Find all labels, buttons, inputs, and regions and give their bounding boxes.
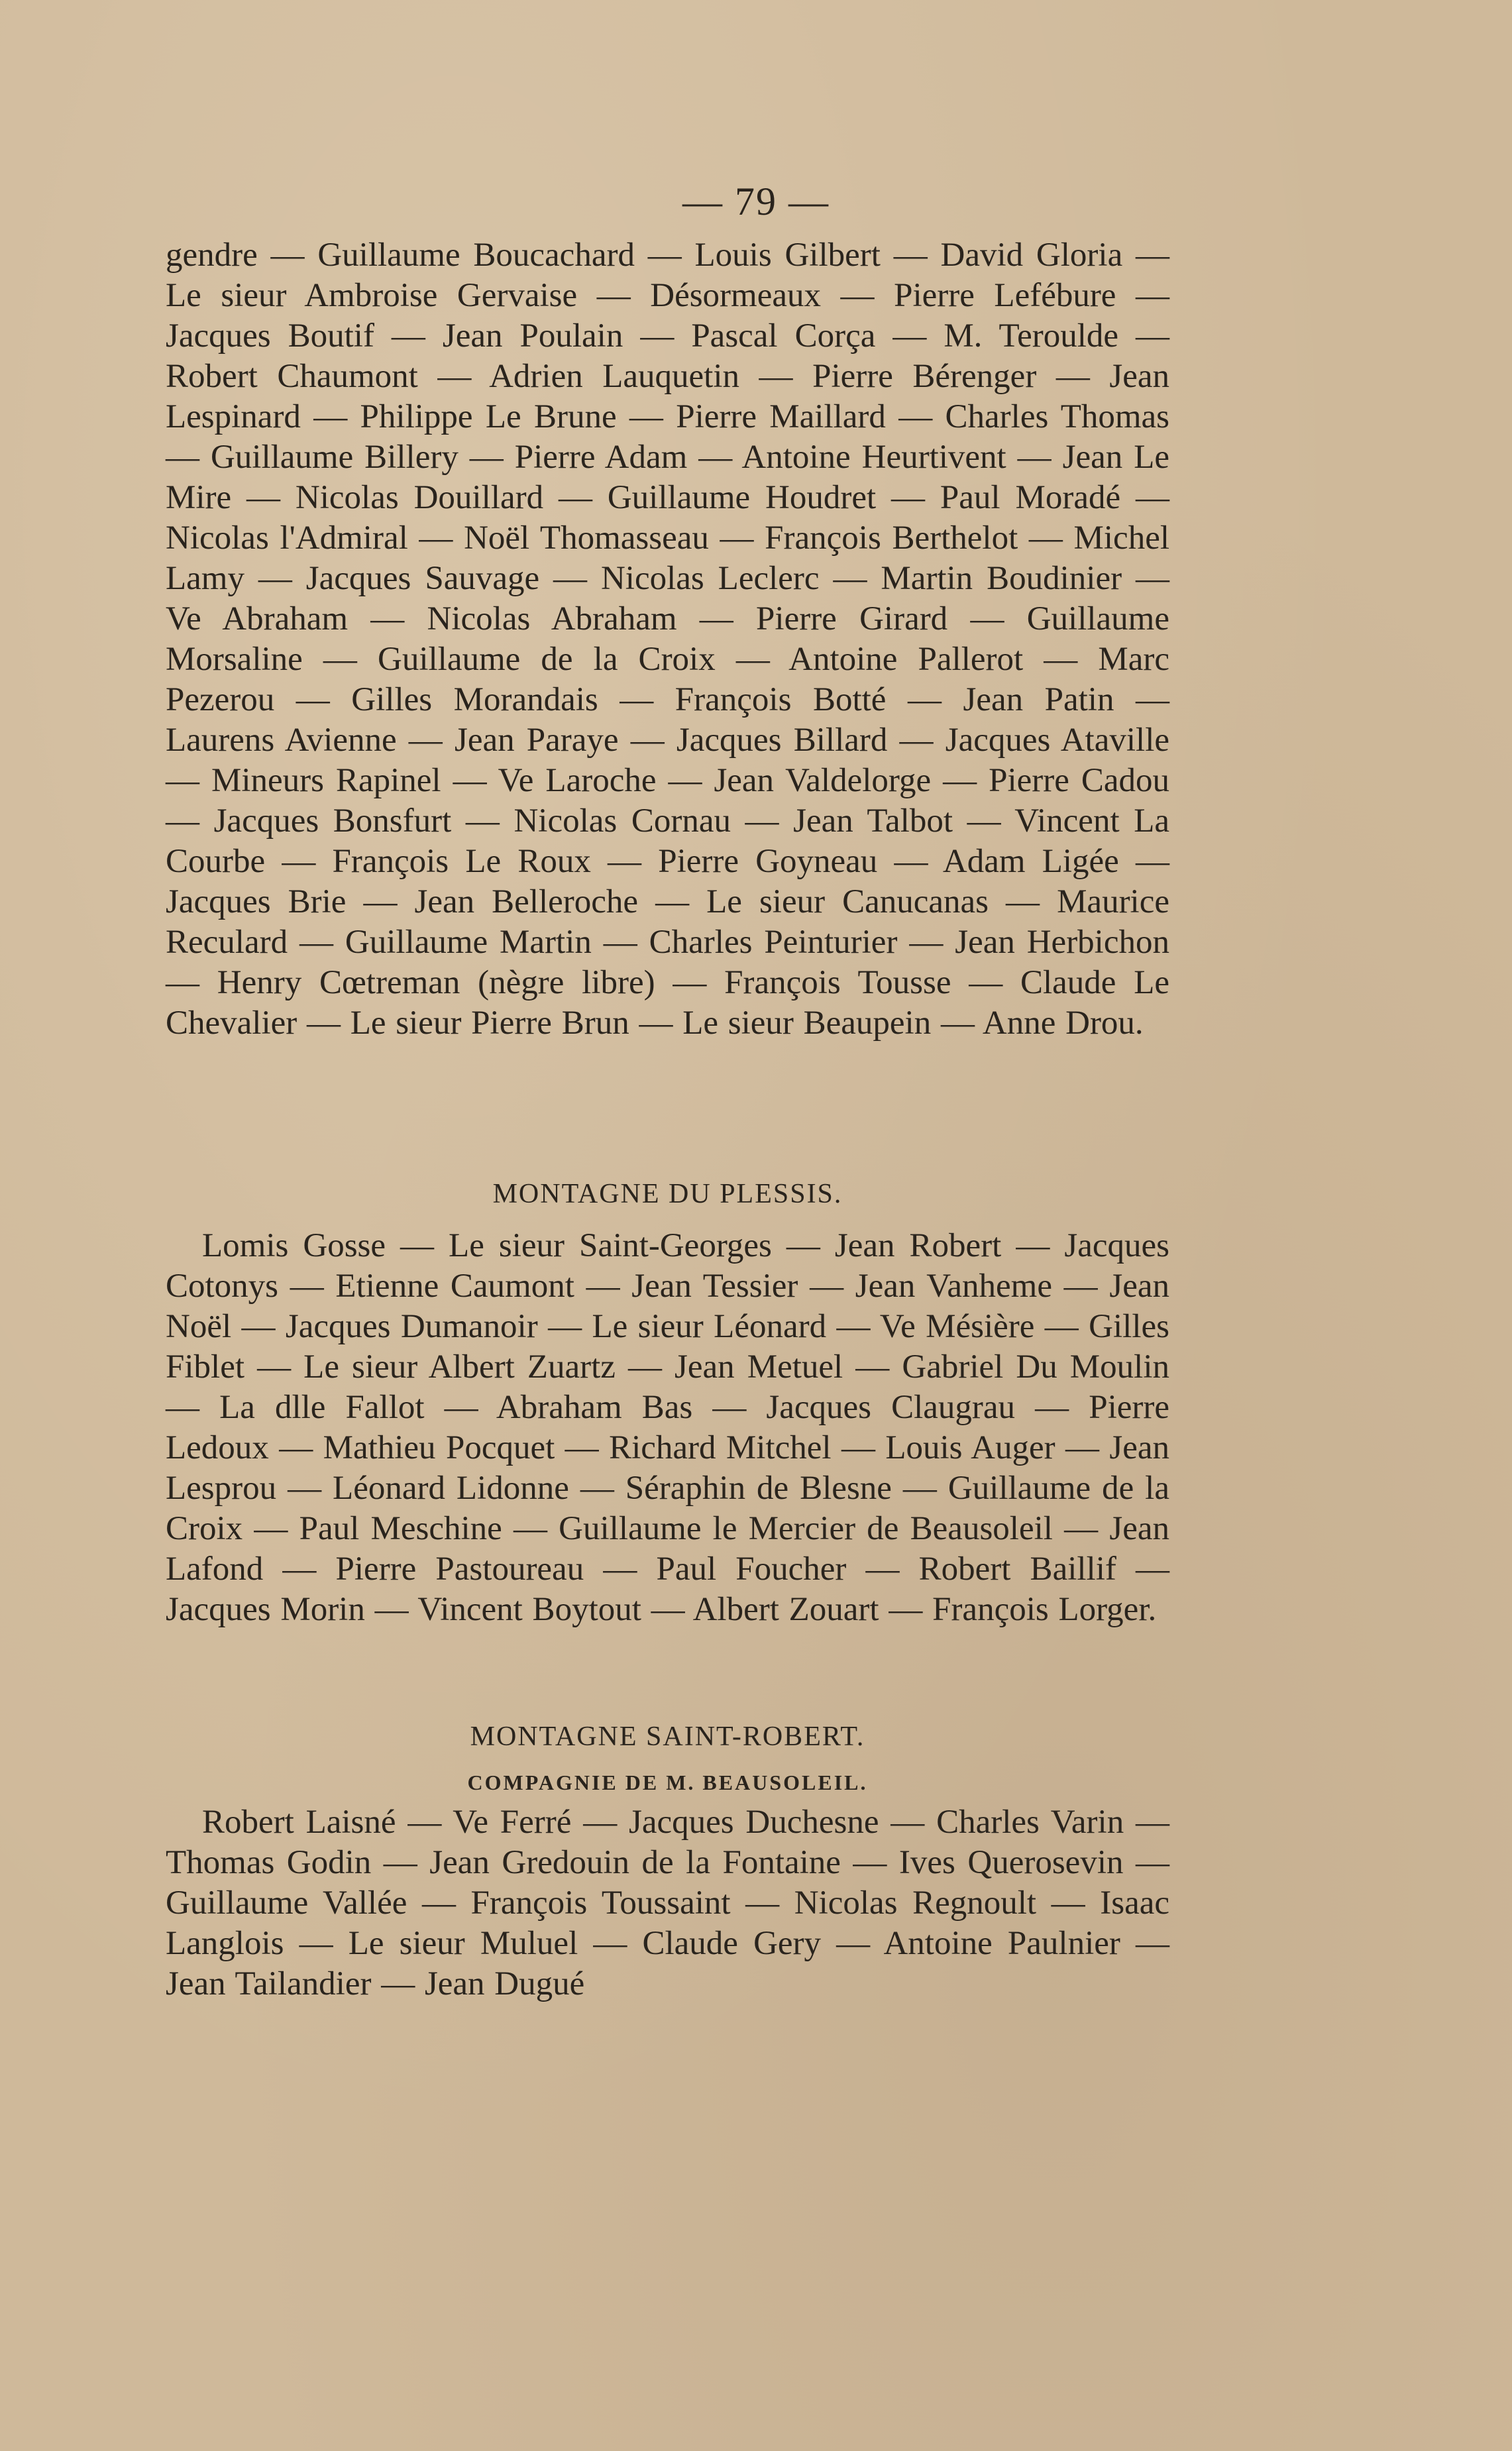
name-list-montagne-saint-robert [166, 1802, 1169, 2004]
paragraph: Robert Laisné — Ve Ferré — Jacques Duchesne — Charles Varin — Thomas Godin — Jean Gredouin de la Fontaine — Ives Querosevin — Guillaume Vallée — François Toussaint — Nicolas Regnoult — Isaac Langlois — Le sieur Muluel — Claude Gery — Antoine Paulnier — Jean Tailandier — Jean Dugué [166, 1804, 1169, 2002]
paragraph: Lomis Gosse — Le sieur Saint-Georges — Jean Robert — Jacques Cotonys — Etienne Caumont — Jean Tessier — Jean Vanheme — Jean Noël — Jacques Dumanoir — Le sieur Léonard — Ve Mésière — Gilles Fiblet — Le sieur Albert Zuartz — Jean Metuel — Gabriel Du Moulin — La dlle Fallot — Abraham Bas — Jacques Claugrau — Pierre Ledoux — Mathieu Pocquet — Richard Mitchel — Louis Auger — Jean Lesprou — Léonard Lidonne — Séraphin de Blesne — Guillaume de la Croix — Paul Meschine — Guillaume le Mercier de Beausoleil — Jean Lafond — Pierre Pastoureau — Paul Foucher — Robert Baillif — Jacques Morin — Vincent Boytout — Albert Zouart — François Lorger. [166, 1227, 1169, 1628]
section-heading-montagne-saint-robert: MONTAGNE SAINT-ROBERT. [470, 1721, 865, 1752]
page-number: — 79 — [682, 180, 830, 223]
paragraph: gendre — Guillaume Boucachard — Louis Gilbert — David Gloria — Le sieur Ambroise Gervaise — Désormeaux — Pierre Lefébure — Jacques Boutif — Jean Poulain — Pascal Corça — M. Teroulde — Robert Chaumont — Adrien Lauquetin — Pierre Bérenger — Jean Lespinard — Philippe Le Brune — Pierre Maillard — Charles Thomas — Guillaume Billery — Pierre Adam — Antoine Heurtivent — Jean Le Mire — Nicolas Douillard — Guillaume Houdret — Paul Moradé — Nicolas l'Admiral — Noël Thomasseau — François Berthelot — Michel Lamy — Jacques Sauvage — Nicolas Leclerc — Martin Boudinier — Ve Abraham — Nicolas Abraham — Pierre Girard — Guillaume Morsaline — Guillaume de la Croix — Antoine Pallerot — Marc Pezerou — Gilles Morandais — François Botté — Jean Patin — Laurens Avienne — Jean Paraye — Jacques Billard — Jacques Ataville — Mineurs Rapinel — Ve Laroche — Jean Valdelorge — Pierre Cadou — Jacques Bonsfurt — Nicolas Cornau — Jean Talbot — Vincent La Courbe — François Le Roux — Pierre Goyneau — Adam Ligée — Jacques Brie — Jean Belleroche — Le sieur Canucanas — Maurice Reculard — Guillaume Martin — Charles Peinturier — Jean Herbichon — Henry Cœtreman (nègre libre) — François Tousse — Claude Le Chevalier — Le sieur Pierre Brun — Le sieur Beaupein — Anne Drou. [166, 237, 1169, 1042]
section-heading-montagne-du-plessis: MONTAGNE DU PLESSIS. [492, 1179, 843, 1209]
name-list-continued [166, 235, 1169, 1044]
name-list-montagne-du-plessis [166, 1226, 1169, 1630]
sub-heading-compagnie-beausoleil: COMPAGNIE DE M. BEAUSOLEIL. [467, 1770, 868, 1794]
